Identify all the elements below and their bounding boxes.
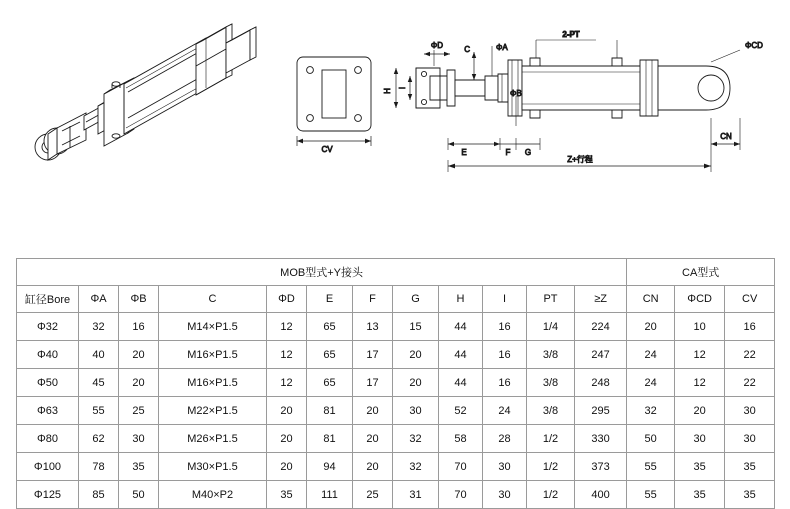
- cell-cv: 22: [725, 369, 775, 397]
- column-header-phi-cd: ΦCD: [675, 286, 725, 313]
- cell-cv: 22: [725, 341, 775, 369]
- cell-bore: Φ100: [17, 453, 79, 481]
- cell-phi-cd: 20: [675, 397, 725, 425]
- cell-phi-b: 20: [119, 341, 159, 369]
- cell-i: 16: [483, 369, 527, 397]
- cell-z: 247: [575, 341, 627, 369]
- cell-e: 81: [307, 397, 353, 425]
- column-header-cv: CV: [725, 286, 775, 313]
- cell-i: 16: [483, 341, 527, 369]
- cell-bore: Φ50: [17, 369, 79, 397]
- cell-h: 44: [439, 341, 483, 369]
- cell-f: 20: [353, 425, 393, 453]
- cell-e: 94: [307, 453, 353, 481]
- cell-cn: 32: [627, 397, 675, 425]
- cell-c: M40×P2: [159, 481, 267, 509]
- column-header-e: E: [307, 286, 353, 313]
- group-header-ca: CA型式: [627, 259, 775, 286]
- cell-z: 330: [575, 425, 627, 453]
- label-phi-b: ΦB: [510, 89, 522, 98]
- table-row: [17, 397, 775, 425]
- technical-drawing-area: [0, 0, 790, 250]
- cell-bore: Φ32: [17, 313, 79, 341]
- cell-h: 44: [439, 369, 483, 397]
- label-z-stroke: Z+行程: [567, 155, 593, 164]
- group-header-mob: MOB型式+Y接头: [17, 259, 627, 286]
- specification-table-container: [16, 258, 774, 509]
- dimensioned-side-view: [383, 30, 763, 172]
- cell-e: 111: [307, 481, 353, 509]
- cell-c: M22×P1.5: [159, 397, 267, 425]
- cell-i: 24: [483, 397, 527, 425]
- table-row: [17, 481, 775, 509]
- cell-g: 20: [393, 369, 439, 397]
- cell-cv: 16: [725, 313, 775, 341]
- cell-c: M16×P1.5: [159, 369, 267, 397]
- cell-z: 224: [575, 313, 627, 341]
- label-e-dim: E: [461, 148, 467, 157]
- cell-z: 295: [575, 397, 627, 425]
- cell-h: 58: [439, 425, 483, 453]
- cell-phi-d: 12: [267, 369, 307, 397]
- table-group-header-row: [17, 259, 775, 286]
- cell-e: 65: [307, 313, 353, 341]
- cell-c: M30×P1.5: [159, 453, 267, 481]
- cell-phi-a: 40: [79, 341, 119, 369]
- cell-bore: Φ125: [17, 481, 79, 509]
- cell-phi-cd: 35: [675, 453, 725, 481]
- label-c-dim: C: [464, 45, 470, 54]
- cell-phi-d: 35: [267, 481, 307, 509]
- cell-phi-cd: 12: [675, 369, 725, 397]
- cell-phi-a: 55: [79, 397, 119, 425]
- label-h-dim: H: [383, 88, 392, 94]
- column-header-c: C: [159, 286, 267, 313]
- cell-phi-cd: 30: [675, 425, 725, 453]
- column-header-pt: PT: [527, 286, 575, 313]
- cell-phi-b: 20: [119, 369, 159, 397]
- table-body: [17, 313, 775, 509]
- cell-phi-b: 50: [119, 481, 159, 509]
- cell-h: 70: [439, 481, 483, 509]
- cell-cv: 35: [725, 453, 775, 481]
- cell-phi-a: 78: [79, 453, 119, 481]
- cell-pt: 3/8: [527, 397, 575, 425]
- cell-f: 20: [353, 453, 393, 481]
- specification-table: [16, 258, 775, 509]
- cell-i: 30: [483, 481, 527, 509]
- cell-phi-a: 45: [79, 369, 119, 397]
- cell-phi-d: 12: [267, 313, 307, 341]
- cell-e: 65: [307, 341, 353, 369]
- column-header-g: G: [393, 286, 439, 313]
- cell-z: 400: [575, 481, 627, 509]
- cell-g: 31: [393, 481, 439, 509]
- cell-phi-a: 32: [79, 313, 119, 341]
- cell-phi-b: 16: [119, 313, 159, 341]
- cell-cv: 30: [725, 397, 775, 425]
- cell-phi-cd: 35: [675, 481, 725, 509]
- cell-i: 16: [483, 313, 527, 341]
- table-row: [17, 453, 775, 481]
- cell-pt: 1/2: [527, 425, 575, 453]
- column-header-phi-d: ΦD: [267, 286, 307, 313]
- cell-bore: Φ80: [17, 425, 79, 453]
- column-header-f: F: [353, 286, 393, 313]
- cell-f: 25: [353, 481, 393, 509]
- table-row: [17, 313, 775, 341]
- cell-z: 373: [575, 453, 627, 481]
- cell-cn: 24: [627, 341, 675, 369]
- cell-pt: 1/2: [527, 453, 575, 481]
- flange-end-view: [297, 57, 371, 154]
- cell-f: 20: [353, 397, 393, 425]
- cell-g: 30: [393, 397, 439, 425]
- column-header-phi-b: ΦB: [119, 286, 159, 313]
- cell-z: 248: [575, 369, 627, 397]
- cell-f: 17: [353, 341, 393, 369]
- cell-g: 15: [393, 313, 439, 341]
- label-phi-a: ΦA: [496, 43, 508, 52]
- cell-phi-a: 62: [79, 425, 119, 453]
- table-head: [17, 259, 775, 313]
- cell-phi-b: 25: [119, 397, 159, 425]
- cell-c: M26×P1.5: [159, 425, 267, 453]
- cell-phi-d: 20: [267, 453, 307, 481]
- cell-phi-cd: 10: [675, 313, 725, 341]
- label-f-dim: F: [505, 148, 511, 157]
- cell-g: 32: [393, 453, 439, 481]
- cell-f: 17: [353, 369, 393, 397]
- cell-h: 70: [439, 453, 483, 481]
- cell-cv: 30: [725, 425, 775, 453]
- cell-h: 44: [439, 313, 483, 341]
- table-row: [17, 425, 775, 453]
- cell-pt: 3/8: [527, 369, 575, 397]
- cell-i: 28: [483, 425, 527, 453]
- cell-pt: 1/2: [527, 481, 575, 509]
- cell-i: 30: [483, 453, 527, 481]
- cell-phi-d: 12: [267, 341, 307, 369]
- cell-h: 52: [439, 397, 483, 425]
- cell-e: 81: [307, 425, 353, 453]
- table-row: [17, 369, 775, 397]
- cell-phi-b: 30: [119, 425, 159, 453]
- cell-pt: 1/4: [527, 313, 575, 341]
- cell-cn: 55: [627, 481, 675, 509]
- cell-phi-b: 35: [119, 453, 159, 481]
- cell-bore: Φ40: [17, 341, 79, 369]
- column-header-phi-a: ΦA: [79, 286, 119, 313]
- column-header-cn: CN: [627, 286, 675, 313]
- label-phi-d: ΦD: [430, 41, 444, 50]
- cell-cn: 24: [627, 369, 675, 397]
- cell-g: 20: [393, 341, 439, 369]
- cell-phi-d: 20: [267, 425, 307, 453]
- label-i-dim: I: [398, 86, 407, 90]
- label-g-dim: G: [524, 148, 532, 157]
- cell-cn: 55: [627, 453, 675, 481]
- label-phi-cd: ΦCD: [745, 41, 763, 50]
- table-column-header-row: [17, 286, 775, 313]
- cell-f: 13: [353, 313, 393, 341]
- cell-c: M16×P1.5: [159, 341, 267, 369]
- cell-cn: 50: [627, 425, 675, 453]
- isometric-cylinder-view: [35, 24, 256, 160]
- cell-c: M14×P1.5: [159, 313, 267, 341]
- column-header-bore: 缸径Bore: [17, 286, 79, 313]
- cell-g: 32: [393, 425, 439, 453]
- label-2-pt: 2-PT: [562, 30, 580, 39]
- cell-phi-a: 85: [79, 481, 119, 509]
- column-header-h: H: [439, 286, 483, 313]
- cell-phi-d: 20: [267, 397, 307, 425]
- label-cn-dim: CN: [720, 132, 732, 141]
- column-header-i: I: [483, 286, 527, 313]
- column-header-z: ≥Z: [575, 286, 627, 313]
- cell-cn: 20: [627, 313, 675, 341]
- table-row: [17, 341, 775, 369]
- cell-phi-cd: 12: [675, 341, 725, 369]
- cell-pt: 3/8: [527, 341, 575, 369]
- label-cv-flange: CV: [321, 145, 333, 154]
- cell-bore: Φ63: [17, 397, 79, 425]
- cell-cv: 35: [725, 481, 775, 509]
- cell-e: 65: [307, 369, 353, 397]
